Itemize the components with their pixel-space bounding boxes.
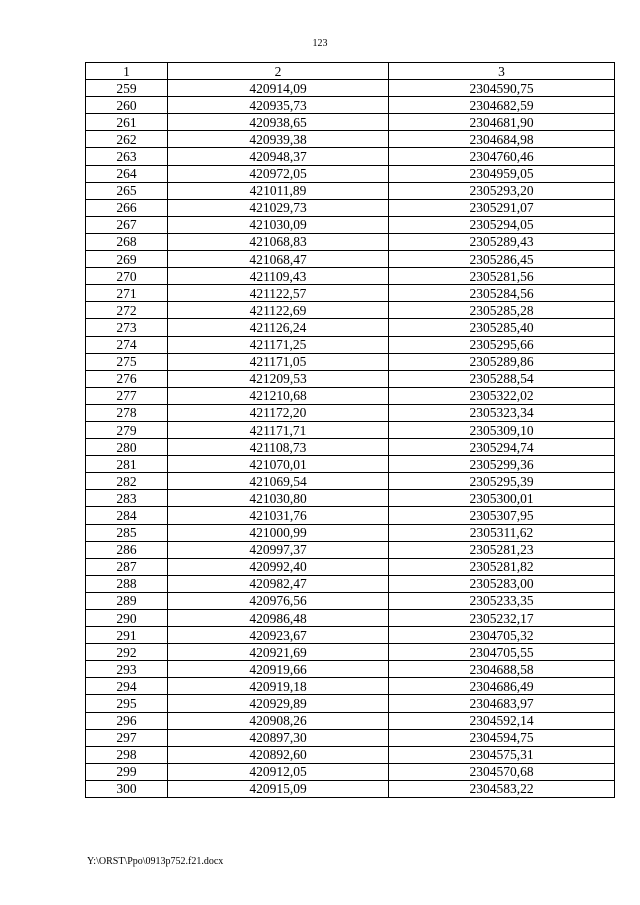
- y-coordinate-cell: 2305294,74: [389, 439, 615, 456]
- y-coordinate-cell: 2304575,31: [389, 746, 615, 763]
- x-coordinate-cell: 421126,24: [168, 319, 389, 336]
- y-coordinate-cell: 2304583,22: [389, 780, 615, 797]
- x-coordinate-cell: 421030,80: [168, 490, 389, 507]
- table-row: [86, 336, 615, 353]
- y-coordinate-cell: 2305322,02: [389, 387, 615, 404]
- x-coordinate-cell: 420897,30: [168, 729, 389, 746]
- y-coordinate-cell: 2305284,56: [389, 285, 615, 302]
- table-row: [86, 439, 615, 456]
- y-coordinate-cell: 2305309,10: [389, 421, 615, 438]
- page-number: 123: [312, 38, 328, 49]
- point-number-cell: 283: [86, 490, 168, 507]
- y-coordinate-cell: 2304683,97: [389, 695, 615, 712]
- x-coordinate-cell: 421171,71: [168, 421, 389, 438]
- table-row: [86, 746, 615, 763]
- x-coordinate-cell: 421109,43: [168, 268, 389, 285]
- table-row: [86, 610, 615, 627]
- x-coordinate-cell: 421030,09: [168, 216, 389, 233]
- y-coordinate-cell: 2304594,75: [389, 729, 615, 746]
- x-coordinate-cell: 421171,25: [168, 336, 389, 353]
- table-row: [86, 199, 615, 216]
- x-coordinate-cell: 420919,66: [168, 661, 389, 678]
- y-coordinate-cell: 2305281,56: [389, 268, 615, 285]
- table-row: [86, 678, 615, 695]
- x-coordinate-cell: 421122,57: [168, 285, 389, 302]
- point-number-cell: 289: [86, 592, 168, 609]
- footer-file-path: Y:\ORST\Ppo\0913p752.f21.docx: [87, 856, 224, 867]
- y-coordinate-cell: 2305232,17: [389, 610, 615, 627]
- point-number-cell: 298: [86, 746, 168, 763]
- y-coordinate-cell: 2304959,05: [389, 165, 615, 182]
- y-coordinate-cell: 2304705,32: [389, 627, 615, 644]
- table-row: [86, 97, 615, 114]
- x-coordinate-cell: 420929,89: [168, 695, 389, 712]
- x-coordinate-cell: 420982,47: [168, 575, 389, 592]
- y-coordinate-cell: 2304681,90: [389, 114, 615, 131]
- table-row: [86, 627, 615, 644]
- y-coordinate-cell: 2305289,43: [389, 233, 615, 250]
- y-coordinate-cell: 2304705,55: [389, 644, 615, 661]
- table-row: [86, 644, 615, 661]
- point-number-cell: 265: [86, 182, 168, 199]
- x-coordinate-cell: 421108,73: [168, 439, 389, 456]
- x-coordinate-cell: 421011,89: [168, 182, 389, 199]
- table-row: [86, 182, 615, 199]
- x-coordinate-cell: 420935,73: [168, 97, 389, 114]
- table-row: [86, 114, 615, 131]
- y-coordinate-cell: 2305295,66: [389, 336, 615, 353]
- y-coordinate-cell: 2305285,28: [389, 302, 615, 319]
- point-number-cell: 280: [86, 439, 168, 456]
- y-coordinate-cell: 2305288,54: [389, 370, 615, 387]
- y-coordinate-cell: 2304686,49: [389, 678, 615, 695]
- table-row: [86, 370, 615, 387]
- x-coordinate-cell: 420992,40: [168, 558, 389, 575]
- table-row: [86, 216, 615, 233]
- y-coordinate-cell: 2305311,62: [389, 524, 615, 541]
- point-number-cell: 281: [86, 456, 168, 473]
- y-coordinate-cell: 2304688,58: [389, 661, 615, 678]
- y-coordinate-cell: 2304684,98: [389, 131, 615, 148]
- table-row: [86, 148, 615, 165]
- table-row: [86, 695, 615, 712]
- y-coordinate-cell: 2305293,20: [389, 182, 615, 199]
- x-coordinate-cell: 420914,09: [168, 80, 389, 97]
- column-header-2: 2: [168, 63, 389, 80]
- point-number-cell: 292: [86, 644, 168, 661]
- table-row: [86, 712, 615, 729]
- point-number-cell: 278: [86, 404, 168, 421]
- table-row: [86, 268, 615, 285]
- point-number-cell: 260: [86, 97, 168, 114]
- x-coordinate-cell: 421000,99: [168, 524, 389, 541]
- x-coordinate-cell: 421069,54: [168, 473, 389, 490]
- table-row: [86, 353, 615, 370]
- x-coordinate-cell: 421029,73: [168, 199, 389, 216]
- column-header-3: 3: [389, 63, 615, 80]
- x-coordinate-cell: 420986,48: [168, 610, 389, 627]
- table-row: [86, 421, 615, 438]
- table-row: [86, 80, 615, 97]
- x-coordinate-cell: 421068,83: [168, 233, 389, 250]
- point-number-cell: 264: [86, 165, 168, 182]
- table-row: [86, 575, 615, 592]
- y-coordinate-cell: 2305233,35: [389, 592, 615, 609]
- point-number-cell: 262: [86, 131, 168, 148]
- x-coordinate-cell: 420938,65: [168, 114, 389, 131]
- x-coordinate-cell: 421210,68: [168, 387, 389, 404]
- point-number-cell: 297: [86, 729, 168, 746]
- y-coordinate-cell: 2305295,39: [389, 473, 615, 490]
- x-coordinate-cell: 421172,20: [168, 404, 389, 421]
- x-coordinate-cell: 420908,26: [168, 712, 389, 729]
- x-coordinate-cell: 421068,47: [168, 251, 389, 268]
- point-number-cell: 270: [86, 268, 168, 285]
- point-number-cell: 300: [86, 780, 168, 797]
- table-row: [86, 285, 615, 302]
- point-number-cell: 299: [86, 763, 168, 780]
- header-row: [86, 63, 615, 80]
- point-number-cell: 269: [86, 251, 168, 268]
- x-coordinate-cell: 421171,05: [168, 353, 389, 370]
- table-row: [86, 729, 615, 746]
- y-coordinate-cell: 2304590,75: [389, 80, 615, 97]
- table-row: [86, 251, 615, 268]
- x-coordinate-cell: 420976,56: [168, 592, 389, 609]
- point-number-cell: 287: [86, 558, 168, 575]
- point-number-cell: 272: [86, 302, 168, 319]
- table-row: [86, 404, 615, 421]
- y-coordinate-cell: 2305285,40: [389, 319, 615, 336]
- x-coordinate-cell: 420919,18: [168, 678, 389, 695]
- x-coordinate-cell: 420972,05: [168, 165, 389, 182]
- x-coordinate-cell: 420912,05: [168, 763, 389, 780]
- x-coordinate-cell: 421070,01: [168, 456, 389, 473]
- x-coordinate-cell: 420997,37: [168, 541, 389, 558]
- table-row: [86, 302, 615, 319]
- point-number-cell: 279: [86, 421, 168, 438]
- x-coordinate-cell: 420948,37: [168, 148, 389, 165]
- y-coordinate-cell: 2305281,82: [389, 558, 615, 575]
- y-coordinate-cell: 2304592,14: [389, 712, 615, 729]
- table-row: [86, 456, 615, 473]
- y-coordinate-cell: 2304760,46: [389, 148, 615, 165]
- table-row: [86, 661, 615, 678]
- point-number-cell: 288: [86, 575, 168, 592]
- point-number-cell: 266: [86, 199, 168, 216]
- point-number-cell: 291: [86, 627, 168, 644]
- x-coordinate-cell: 420939,38: [168, 131, 389, 148]
- point-number-cell: 293: [86, 661, 168, 678]
- point-number-cell: 267: [86, 216, 168, 233]
- point-number-cell: 284: [86, 507, 168, 524]
- point-number-cell: 295: [86, 695, 168, 712]
- table-row: [86, 473, 615, 490]
- point-number-cell: 263: [86, 148, 168, 165]
- y-coordinate-cell: 2305323,34: [389, 404, 615, 421]
- table-body: [86, 80, 615, 798]
- table-row: [86, 592, 615, 609]
- y-coordinate-cell: 2305289,86: [389, 353, 615, 370]
- y-coordinate-cell: 2305283,00: [389, 575, 615, 592]
- point-number-cell: 290: [86, 610, 168, 627]
- table-row: [86, 763, 615, 780]
- y-coordinate-cell: 2305294,05: [389, 216, 615, 233]
- table-row: [86, 131, 615, 148]
- table-row: [86, 780, 615, 797]
- y-coordinate-cell: 2304682,59: [389, 97, 615, 114]
- x-coordinate-cell: 420915,09: [168, 780, 389, 797]
- x-coordinate-cell: 421209,53: [168, 370, 389, 387]
- table-row: [86, 233, 615, 250]
- point-number-cell: 268: [86, 233, 168, 250]
- point-number-cell: 273: [86, 319, 168, 336]
- y-coordinate-cell: 2305291,07: [389, 199, 615, 216]
- table-row: [86, 319, 615, 336]
- point-number-cell: 296: [86, 712, 168, 729]
- point-number-cell: 286: [86, 541, 168, 558]
- x-coordinate-cell: 421122,69: [168, 302, 389, 319]
- point-number-cell: 261: [86, 114, 168, 131]
- y-coordinate-cell: 2305299,36: [389, 456, 615, 473]
- x-coordinate-cell: 421031,76: [168, 507, 389, 524]
- point-number-cell: 285: [86, 524, 168, 541]
- point-number-cell: 271: [86, 285, 168, 302]
- y-coordinate-cell: 2305281,23: [389, 541, 615, 558]
- table-row: [86, 507, 615, 524]
- table-row: [86, 541, 615, 558]
- point-number-cell: 276: [86, 370, 168, 387]
- point-number-cell: 274: [86, 336, 168, 353]
- table-row: [86, 490, 615, 507]
- x-coordinate-cell: 420892,60: [168, 746, 389, 763]
- coordinates-table: [85, 62, 615, 798]
- x-coordinate-cell: 420923,67: [168, 627, 389, 644]
- y-coordinate-cell: 2305286,45: [389, 251, 615, 268]
- column-header-1: 1: [86, 63, 168, 80]
- point-number-cell: 294: [86, 678, 168, 695]
- table-row: [86, 387, 615, 404]
- point-number-cell: 277: [86, 387, 168, 404]
- table-header: [86, 63, 615, 80]
- point-number-cell: 282: [86, 473, 168, 490]
- y-coordinate-cell: 2305307,95: [389, 507, 615, 524]
- point-number-cell: 259: [86, 80, 168, 97]
- y-coordinate-cell: 2304570,68: [389, 763, 615, 780]
- x-coordinate-cell: 420921,69: [168, 644, 389, 661]
- table-row: [86, 524, 615, 541]
- table-row: [86, 558, 615, 575]
- point-number-cell: 275: [86, 353, 168, 370]
- y-coordinate-cell: 2305300,01: [389, 490, 615, 507]
- table-row: [86, 165, 615, 182]
